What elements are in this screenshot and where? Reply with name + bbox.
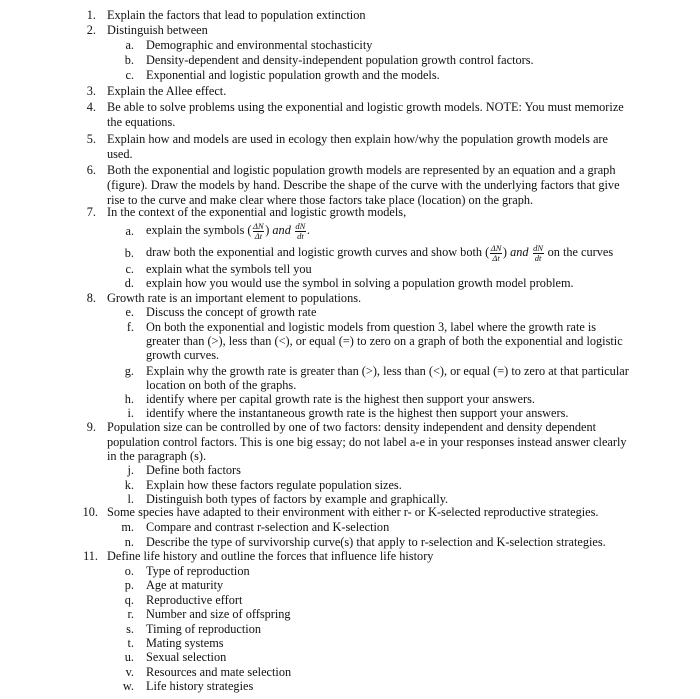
item-text: Distinguish between: [107, 23, 208, 37]
sub-letter: b.: [124, 53, 134, 67]
sub-letter: c.: [125, 68, 134, 82]
delta-fraction: [490, 244, 502, 262]
sub-text-line: greater than (>), less than (<), or equal (=) to zero on a graph of both the exponential and logistic: [146, 334, 623, 348]
sub-text: Number and size of offspring: [146, 607, 291, 621]
item-text: Define life history and outline the forces that influence life history: [107, 549, 434, 563]
sub-letter: c.: [125, 262, 134, 276]
sub-text: Demographic and environmental stochasticity: [146, 38, 373, 52]
sub-letter: h.: [124, 392, 134, 406]
sub-text: Exponential and logistic population growth and the models.: [146, 68, 440, 82]
item-number: 9.: [86, 420, 96, 434]
sub-text-line: On both the exponential and logistic models from question 3, label where the growth rate is: [146, 320, 597, 334]
derivative-fraction: [533, 244, 544, 262]
sub-letter: v.: [125, 665, 134, 679]
delta-fraction: [253, 222, 265, 240]
item-text-line: the equations.: [107, 115, 176, 129]
delta-numerator: ΔN: [253, 221, 264, 231]
sub-letter: t.: [127, 636, 134, 650]
sub-text: Mating systems: [146, 636, 224, 650]
sub-text-line: growth curves.: [146, 348, 220, 362]
item-text-line: Both the exponential and logistic population growth models are represented by an equation and a graph: [107, 163, 616, 177]
derivative-numerator: dN: [533, 243, 544, 253]
item-number: 10.: [82, 505, 98, 519]
delta-denominator: Δt: [254, 230, 263, 241]
sub-text: [146, 244, 613, 262]
item-text-line: population control factors. This is one big essay; do not label a-e in your responses instead answer clearly: [107, 435, 627, 449]
sub-text-pre: explain the symbols (: [146, 222, 252, 237]
sub-letter: r.: [127, 607, 134, 621]
sub-text-line: Explain why the growth rate is greater than (>), less than (<), or equal (=) to zero at that particular: [146, 364, 629, 378]
item-text-line: (figure). Draw the models by hand. Describe the shape of the curve with the underlying factors that give: [107, 178, 620, 192]
sub-letter: s.: [126, 622, 134, 636]
item-text: Growth rate is an important element to populations.: [107, 291, 362, 305]
sub-letter: j.: [127, 463, 134, 477]
item-number: 6.: [86, 163, 96, 177]
sub-text: identify where the instantaneous growth rate is the highest then support your answers.: [146, 406, 569, 420]
sub-letter: d.: [124, 276, 134, 290]
sub-text: Discuss the concept of growth rate: [146, 305, 317, 319]
sub-letter: i.: [127, 406, 134, 420]
sub-letter: p.: [124, 578, 134, 592]
sub-text: Define both factors: [146, 463, 241, 477]
sub-letter: m.: [121, 520, 134, 534]
derivative-denominator: dt: [534, 252, 542, 263]
sub-text-post: .: [306, 222, 310, 237]
item-number: 1.: [86, 8, 96, 22]
sub-text: Explain how these factors regulate population sizes.: [146, 478, 402, 492]
item-text: Explain the factors that lead to population extinction: [107, 8, 366, 22]
item-number: 4.: [86, 100, 96, 114]
sub-letter: k.: [124, 478, 134, 492]
sub-letter: g.: [124, 364, 134, 378]
sub-text: Distinguish both types of factors by example and graphically.: [146, 492, 449, 506]
sub-text: Resources and mate selection: [146, 665, 292, 679]
sub-text: Describe the type of survivorship curve(s) that apply to r-selection and K-selection strategies.: [146, 535, 606, 549]
sub-text: Compare and contrast r-selection and K-selection: [146, 520, 390, 534]
sub-letter: f.: [126, 320, 134, 334]
item-number: 8.: [86, 291, 96, 305]
item-text-line: Explain how and models are used in ecology then explain how/why the population growth models are: [107, 132, 608, 146]
sub-text: explain how you would use the symbol in solving a population growth model problem.: [146, 276, 574, 290]
sub-letter: w.: [122, 679, 134, 693]
sub-text: identify where per capital growth rate is the highest then support your answers.: [146, 392, 535, 406]
item-number: 2.: [86, 23, 96, 37]
sub-text-pre: draw both the exponential and logistic growth curves and show both (: [146, 244, 490, 259]
sub-text-mid: ): [502, 244, 511, 259]
item-number: 11.: [83, 549, 98, 563]
sub-text: Life history strategies: [146, 679, 254, 693]
sub-text-mid: ): [265, 222, 273, 237]
sub-text: Reproductive effort: [146, 593, 243, 607]
derivative-numerator: dN: [295, 221, 306, 231]
item-text-line: used.: [107, 147, 133, 161]
item-text-line: rise to the curve and make clear where those factors take place (location) on the graph.: [107, 193, 534, 207]
item-number: 5.: [86, 132, 96, 146]
sub-letter: n.: [124, 535, 134, 549]
sub-text: Density-dependent and density-independent population growth control factors.: [146, 53, 534, 67]
sub-letter: q.: [124, 593, 134, 607]
and-word: and: [272, 222, 291, 237]
sub-text: Type of reproduction: [146, 564, 250, 578]
sub-text: explain what the symbols tell you: [146, 262, 312, 276]
item-number: 3.: [86, 84, 96, 98]
item-text: In the context of the exponential and logistic growth models,: [107, 205, 407, 219]
sub-letter: a.: [125, 224, 134, 238]
derivative-fraction: [295, 222, 306, 240]
sub-letter: b.: [124, 246, 134, 260]
sub-text: Age at maturity: [146, 578, 224, 592]
item-number: 7.: [86, 205, 96, 219]
sub-letter: a.: [125, 38, 134, 52]
item-text: Some species have adapted to their environment with either r- or K-selected reproductive strategies.: [107, 505, 599, 519]
sub-letter: u.: [124, 650, 134, 664]
item-text-line: Population size can be controlled by one of two factors: density independent and density dependent: [107, 420, 597, 434]
and-word: and: [510, 244, 529, 259]
sub-text: Sexual selection: [146, 650, 227, 664]
sub-letter: l.: [127, 492, 134, 506]
item-text: Explain the Allee effect.: [107, 84, 227, 98]
delta-denominator: Δt: [492, 252, 500, 263]
item-text-line: in the paragraph (s).: [107, 449, 207, 463]
sub-letter: o.: [124, 564, 134, 578]
sub-text-line: location on both of the graphs.: [146, 378, 297, 392]
item-text-line: Be able to solve problems using the exponential and logistic growth models. NOTE: You must memorize: [107, 100, 624, 114]
derivative-denominator: dt: [297, 230, 304, 241]
delta-numerator: ΔN: [490, 243, 502, 253]
sub-text: Timing of reproduction: [146, 622, 261, 636]
sub-text: [146, 222, 310, 240]
sub-text-post: on the curves: [544, 244, 614, 259]
sub-letter: e.: [125, 305, 134, 319]
